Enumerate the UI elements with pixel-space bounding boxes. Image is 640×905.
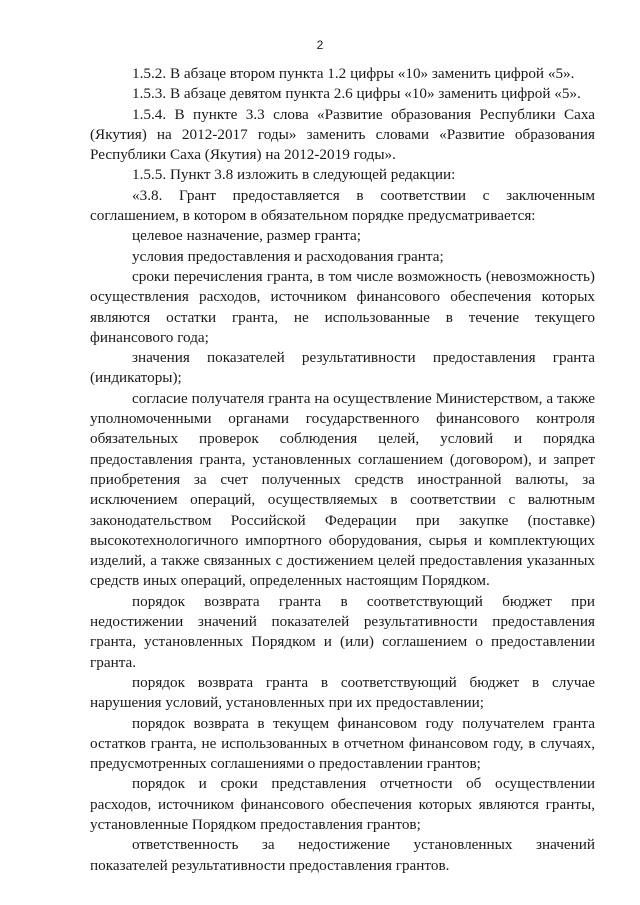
paragraph-1-5-5: 1.5.5. Пункт 3.8 изложить в следующей редакции: xyxy=(132,166,456,184)
page-number: 2 xyxy=(316,38,324,52)
document-body xyxy=(90,64,595,876)
list-item-purpose: целевое назначение, размер гранта; xyxy=(132,227,362,245)
paragraph-1-5-2: 1.5.2. В абзаце втором пункта 1.2 цифры «10» заменить цифрой «5». xyxy=(132,65,575,82)
list-item-responsibility: ответственность за недостижение установленных значений показателей результативности предоставления грантов. xyxy=(90,836,595,874)
paragraph-1-5-3: 1.5.3. В абзаце девятом пункта 2.6 цифры «10» заменить цифрой «5». xyxy=(132,85,581,103)
list-item-transfer-terms: сроки перечисления гранта, в том числе возможность (невозможность) осуществления расходов, источником финансового обеспечения которых являются остатки гранта, не использованные в течение текущего финансового года; xyxy=(90,267,595,346)
paragraph-1-5-4: 1.5.4. В пункте 3.3 слова «Развитие образования Республики Саха (Якутия) на 2012-2017 годы» заменить словами «Развитие образования Республики Саха (Якутия) на 2012-2019 годы». xyxy=(90,105,595,164)
list-item-reporting: порядок и сроки представления отчетности об осуществлении расходов, источником финансового обеспечения которых являются гранты, установленные Порядком предоставления грантов; xyxy=(90,775,595,833)
list-item-consent: согласие получателя гранта на осуществление Министерством, а также уполномоченными органами государственного финансового контроля обязательных проверок соблюдения целей, условий и порядка предоставления гранта, установленных соглашением (договором), и запрет приобретения за счет полученных средств иностранной валюты, за исключением операций, осуществляемых в соответствии с валютным законодательством Российской Федерации при закупке (поставке) высокотехнологичного импортного оборудования, сырья и комплектующих изделий, а также связанных с достижением целей предоставления указанных средств иных операций, определенных настоящим Порядком. xyxy=(90,389,595,590)
list-item-conditions: условия предоставления и расходования гранта; xyxy=(132,247,444,265)
list-item-return-balances: порядок возврата в текущем финансовом году получателем гранта остатков гранта, не использованных в отчетном финансовом году, в случаях, предусмотренных соглашениями о предоставлении грантов; xyxy=(90,714,595,773)
list-item-return-indicators: порядок возврата гранта в соответствующий бюджет при недостижении значений показателей результативности предоставления гранта, установленных Порядком и (или) соглашением о предоставлении гранта. xyxy=(90,592,595,671)
paragraph-3-8-intro: «3.8. Грант предоставляется в соответствии с заключенным соглашением, в котором в обязательном порядке предусматривается: xyxy=(90,186,595,225)
list-item-return-violation: порядок возврата гранта в соответствующий бюджет в случае нарушения условий, установленных при их предоставлении; xyxy=(90,673,595,712)
list-item-indicators: значения показателей результативности предоставления гранта (индикаторы); xyxy=(90,349,595,387)
